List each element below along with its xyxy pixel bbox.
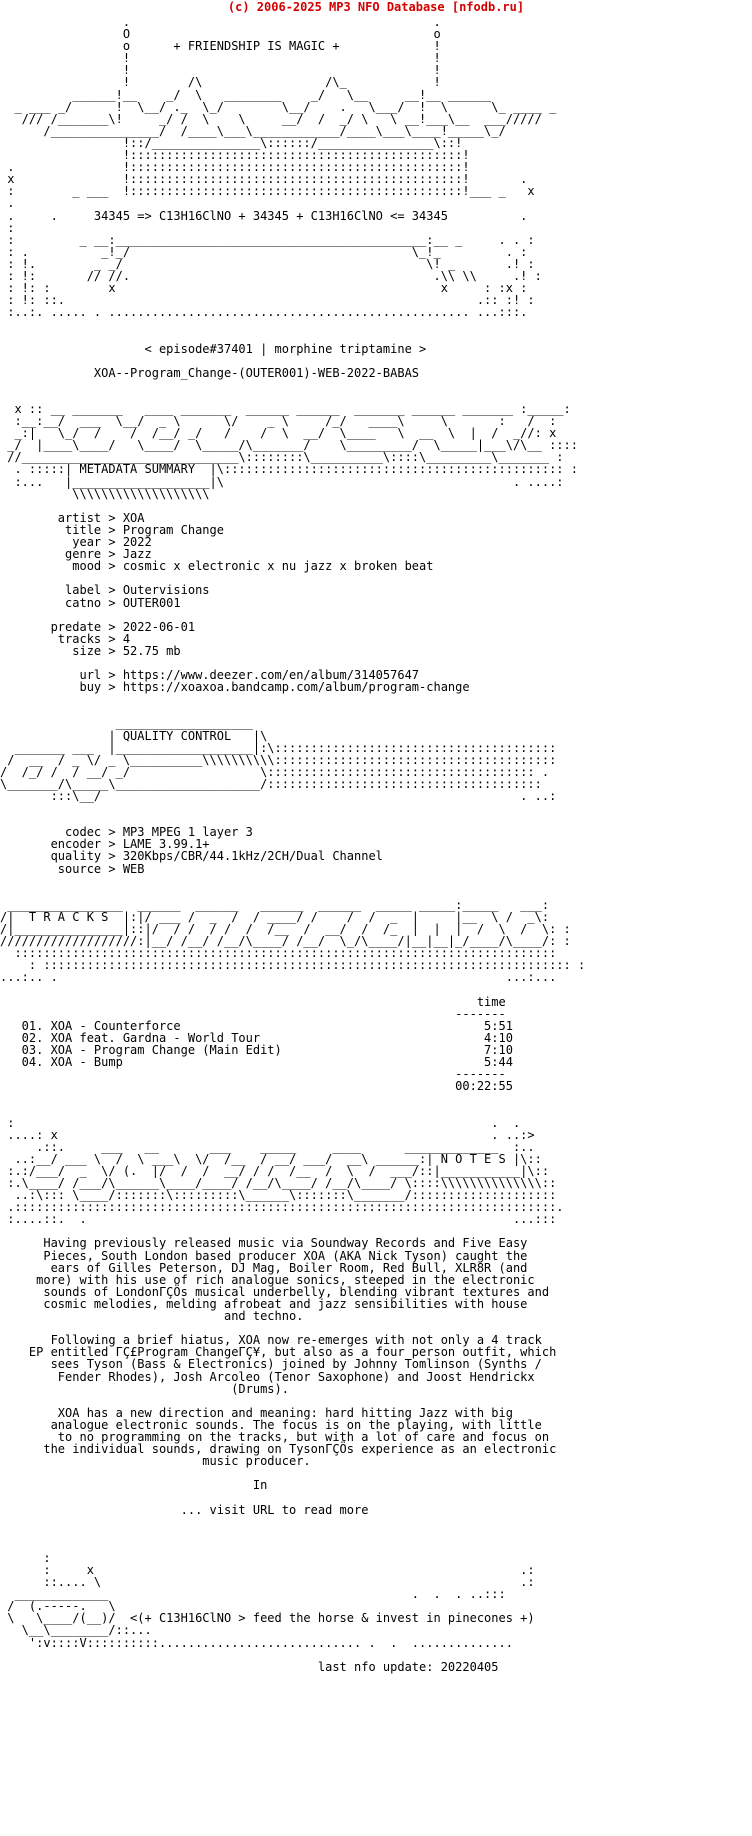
nfo-line: predate > 2022-06-01 — [0, 619, 196, 634]
nfo-line: encoder > LAME 3.99.1+ — [0, 837, 210, 852]
nfo-line: ! /\ /\_ ! — [0, 75, 441, 90]
nfo-line: ///////////////////:|__/ /__/ /__/\____/ /__/ \_/\____/|__|__|_/____/\____/: : — [0, 934, 571, 949]
nfo-line: to no programming on the tracks, but with a lot of care and focus on — [0, 1429, 550, 1444]
nfo-line: source > WEB — [0, 861, 145, 876]
nfo-line: Following a brief hiatus, XOA now re-emerges with not only a 4 track — [0, 1333, 542, 1348]
nfo-line: ------- — [0, 1067, 506, 1082]
nfo-line: : !. _ _/ \! _ .! : — [0, 256, 535, 271]
nfo-line: 01. XOA - Counterforce 5:51 — [0, 1018, 513, 1033]
nfo-line: ------- — [0, 1006, 506, 1021]
nfo-line: x !::::::::::::::::::::::::::::::::::::::::::::::! . — [0, 172, 528, 187]
nfo-line: analogue electronic sounds. The focus is on the playing, with little — [0, 1417, 542, 1432]
nfo-line: :..:. ..... . .................................................. ...:::. — [0, 305, 528, 320]
nfo-line: !::::::::::::::::::::::::::::::::::::::::::::::! — [0, 148, 470, 163]
nfo-line: last nfo update: 20220405 — [0, 1659, 499, 1674]
nfo-line: < episode#37401 | morphine triptamine > — [0, 341, 427, 356]
nfo-line: codec > MP3 MPEG 1 layer 3 — [0, 825, 253, 840]
nfo-line: tracks > 4 — [0, 631, 131, 646]
nfo-line: music producer. — [0, 1454, 311, 1469]
nfo-line: time — [0, 994, 506, 1009]
nfo-text — [0, 16, 752, 1836]
nfo-line: 00:22:55 — [0, 1079, 513, 1094]
nfo-line: XOA--Program_Change-(OUTER001)-WEB-2022-BABAS — [0, 365, 420, 380]
nfo-line: : . _!_/ \_!_ . : — [0, 244, 528, 259]
nfodb-banner[interactable]: (c) 2006-2025 MP3 NFO Database [nfodb.ru] — [227, 0, 525, 14]
nfo-line: Fender Rhodes), Josh Arcoleo (Tenor Saxophone) and Joost Hendrickx — [0, 1369, 535, 1384]
nfo-line: ..:\::: \____/:::::::\:::::::::\______\:::::::\_______/:::::::::::::::::::: — [0, 1188, 557, 1203]
nfo-line: sounds of LondonΓÇÖs musical underbelly, blending vibrant textures and — [0, 1284, 550, 1299]
nfo-line: EP entitled ΓÇ£Program ChangeΓÇ¥, but also as a four person outfit, which — [0, 1345, 557, 1360]
nfo-line: buy > https://xoaxoa.bandcamp.com/album/program-change — [0, 680, 470, 695]
nfo-line: O o — [0, 27, 441, 42]
nfo-line: \__\________/::... — [0, 1623, 152, 1638]
nfo-line: ! ! — [0, 51, 441, 66]
nfo-line: . !::::::::::::::::::::::::::::::::::::::::::::::! — [0, 160, 470, 175]
nfo-line: \_______/\_____\____________________/:::::::::::::::::::::::::::::::::::::: — [0, 776, 542, 791]
nfo-line: (Drums). — [0, 1381, 289, 1396]
nfo-line: _____________ . . . ..::: — [0, 1587, 506, 1602]
nfo-line: label > Outervisions — [0, 583, 210, 598]
nfo-line: 02. XOA feat. Gardna - World Tour 4:10 — [0, 1030, 513, 1045]
nfo-line: x :: __ _______ ____ _______ ______ ______ _______ ______ _______ :_____: — [0, 402, 571, 416]
nfo-line: :::\__/ . ..: — [0, 789, 557, 803]
nfo-line: : — [0, 1550, 51, 1565]
nfo-line: : !: // //. .\\ \\ .! : — [0, 268, 542, 283]
nfo-line: ______!__ _/ \ ________ _/ \__ __!__ ______ — [0, 87, 492, 102]
nfo-line: / (.-----. \ — [0, 1599, 116, 1614]
nfo-line: _:| \_/ / / /__/ _/ / / \ __/ \____ \ __ \ | / _//: x — [0, 426, 557, 441]
nfo-line: . . 34345 => C13H16ClNO + 34345 + C13H16ClNO <= 34345 . — [0, 208, 528, 223]
nfo-line: cosmic melodies, melding afrobeat and jazz sensibilities with house — [0, 1296, 528, 1311]
nfo-line: 04. XOA - Bump 5:44 — [0, 1055, 513, 1070]
nfo-line: . . — [0, 16, 441, 29]
nfo-line: Having previously released music via Soundway Records and Five Easy — [0, 1236, 528, 1251]
nfo-line: /| T R A C K S |:|/ ___ / _ / / ____/ / / / _ | |__ \ / _\: — [0, 909, 550, 924]
nfo-line: quality > 320Kbps/CBR/44.1kHz/2CH/Dual Channel — [0, 849, 383, 864]
nfo-line: url > https://www.deezer.com/en/album/314057647 — [0, 668, 420, 683]
nfo-line: / __ / _ \/ _ \__________\\\\\\\\\\::::::::::::::::::::::::::::::::::::::: — [0, 752, 557, 767]
nfo-line: the individual sounds, drawing on TysonΓÇÖs experience as an electronic — [0, 1442, 557, 1457]
nfo-line: ! ! — [0, 63, 441, 78]
nfo-line: .::. ___ __ ___ _____ ____ _____________ :.. — [0, 1139, 535, 1154]
nfo-line: mood > cosmic x electronic x nu jazz x broken beat — [0, 559, 434, 574]
nfo-line: : !: : x x : :x : — [0, 281, 528, 296]
nfo-line: /// /_______\! _/ / \ \ __/ / _/ \ \ __!___\__ ___///// — [0, 111, 542, 126]
nfo-line: and techno. — [0, 1309, 304, 1324]
nfo-line: . :::::| METADATA SUMMARY |\::::::::::::::::::::::::::::::::::::::::::::::: : — [0, 462, 578, 477]
nfo-line: title > Program Change — [0, 522, 224, 537]
nfo-line: _/ |____\____/ \____/ \_____/\_______/ \_________/ \_____|___\/\__ :::: — [0, 438, 578, 453]
nfo-line: _______ ___ |___________________|:\::::::::::::::::::::::::::::::::::::::: — [0, 740, 557, 755]
nfo-line: | QUALITY CONTROL |\ — [0, 728, 268, 743]
nfo-line: :__:__/ ___ \__/ _ \ \/ _ \ /_/ ____\ \ : / : — [0, 414, 557, 429]
nfo-line: ::::::::::::::::::::::::::::::::::::::::::::::::::::::::::::::::::::::::::: — [0, 946, 557, 961]
nfo-line: :... |___________________|\ . ....: — [0, 474, 564, 489]
nfo-line: sees Tyson (Bass & Electronics) joined by Johnny Tomlinson (Synths / — [0, 1357, 542, 1372]
nfo-line: / /_/ / / __/ _/ \::::::::::::::::::::::::::::::::::::: . — [0, 764, 550, 779]
nfo-line: :.:/___/ _ \/ (. |/ / / __/ / / /__ / \ / ___/::|___________|\:: — [0, 1163, 550, 1178]
nfo-line: /|_______________|::|/ / / / / / /__ / __/ / /_ | | | / \ / \: : — [0, 922, 571, 937]
nfo-line: : !: ::. .:: :! : — [0, 293, 535, 308]
nfo-line: ...:.. . ...:... — [0, 970, 557, 985]
nfo-line: \\\\\\\\\\\\\\\\\\\ — [0, 486, 210, 501]
nfo-line: catno > OUTER001 — [0, 595, 181, 610]
nfo-line: :....::. . ...::: — [0, 1212, 557, 1227]
nfo-line: : . . — [0, 1115, 521, 1130]
nfo-line: //______________________________\::::::::\__________\::::\_________\_______ : — [0, 450, 564, 465]
nfo-line: artist > XOA — [0, 510, 145, 525]
nfo-line: In — [0, 1478, 268, 1493]
nfo-line: /_______________/ /____\___\____________/____\___\____!_____\_/ — [0, 123, 506, 138]
nfo-line: ::.... \ .: — [0, 1575, 535, 1590]
nfo-line: ... visit URL to read more — [0, 1502, 369, 1517]
nfo-line: Pieces, South London based producer XOA (AKA Nick Tyson) caught the — [0, 1248, 528, 1263]
nfo-line: o + FRIENDSHIP IS MAGIC + ! — [0, 39, 441, 54]
nfo-line: : _ __:___________________________________________:__ _ . . : — [0, 232, 535, 247]
nfo-line: 03. XOA - Program Change (Main Edit) 7:10 — [0, 1042, 513, 1057]
nfo-line: ________________ ______ ______ ______ ______ _____ _____:_____ ___: — [0, 897, 550, 912]
nfo-line: year > 2022 — [0, 535, 152, 550]
nfo-line: !::/_______________\::::::/________________\::! — [0, 135, 463, 150]
nfo-line: .:::::::::::::::::::::::::::::::::::::::::::::::::::::::::::::::::::::::::::. — [0, 1200, 564, 1215]
nfo-line: : ::::::::::::::::::::::::::::::::::::::::::::::::::::::::::::::::::::::::: : — [0, 958, 586, 973]
nfo-line: : _ ___ !::::::::::::::::::::::::::::::::::::::::::::::!___ _ x — [0, 184, 535, 199]
nfo-line: :.\____/ /___/\______\____/____/ /__/\____/ /__/\____/ \::::\\\\\\\\\\\\\\:: — [0, 1176, 557, 1190]
nfo-line: ....: x . ..:> — [0, 1127, 535, 1142]
nfo-line: : x .: — [0, 1563, 535, 1577]
nfo-line: : — [0, 220, 15, 235]
nfo-line: ears of Gilles Peterson, DJ Mag, Boiler Room, Red Bull, XLR8R (and — [0, 1260, 528, 1275]
nfo-line: ':v::::V::::::::::............................ . . .............. — [0, 1635, 513, 1650]
nfo-line: ___________________ — [0, 716, 253, 731]
nfo-line: size > 52.75 mb — [0, 643, 181, 658]
nfo-line: _ ___ _/ ! \__/ ._ \_/ \__/ . \___/ ! \ \_ ____ _ — [0, 99, 557, 114]
nfo-line: \ \____/(__)/ <(+ C13H16ClNO > feed the horse & invest in pinecones +) — [0, 1611, 535, 1626]
nfo-line: more) with his use of rich analogue sonics, steeped in the electronic — [0, 1272, 535, 1287]
nfo-line: . — [0, 196, 15, 211]
nfo-line: ..:__/ ___ \ / \ ___\ \/ /__ / __/ ___/ __\ ______:| N O T E S |\:: — [0, 1151, 542, 1166]
nfo-line: XOA has a new direction and meaning: hard hitting Jazz with big — [0, 1405, 513, 1420]
nfo-line: genre > Jazz — [0, 547, 152, 562]
